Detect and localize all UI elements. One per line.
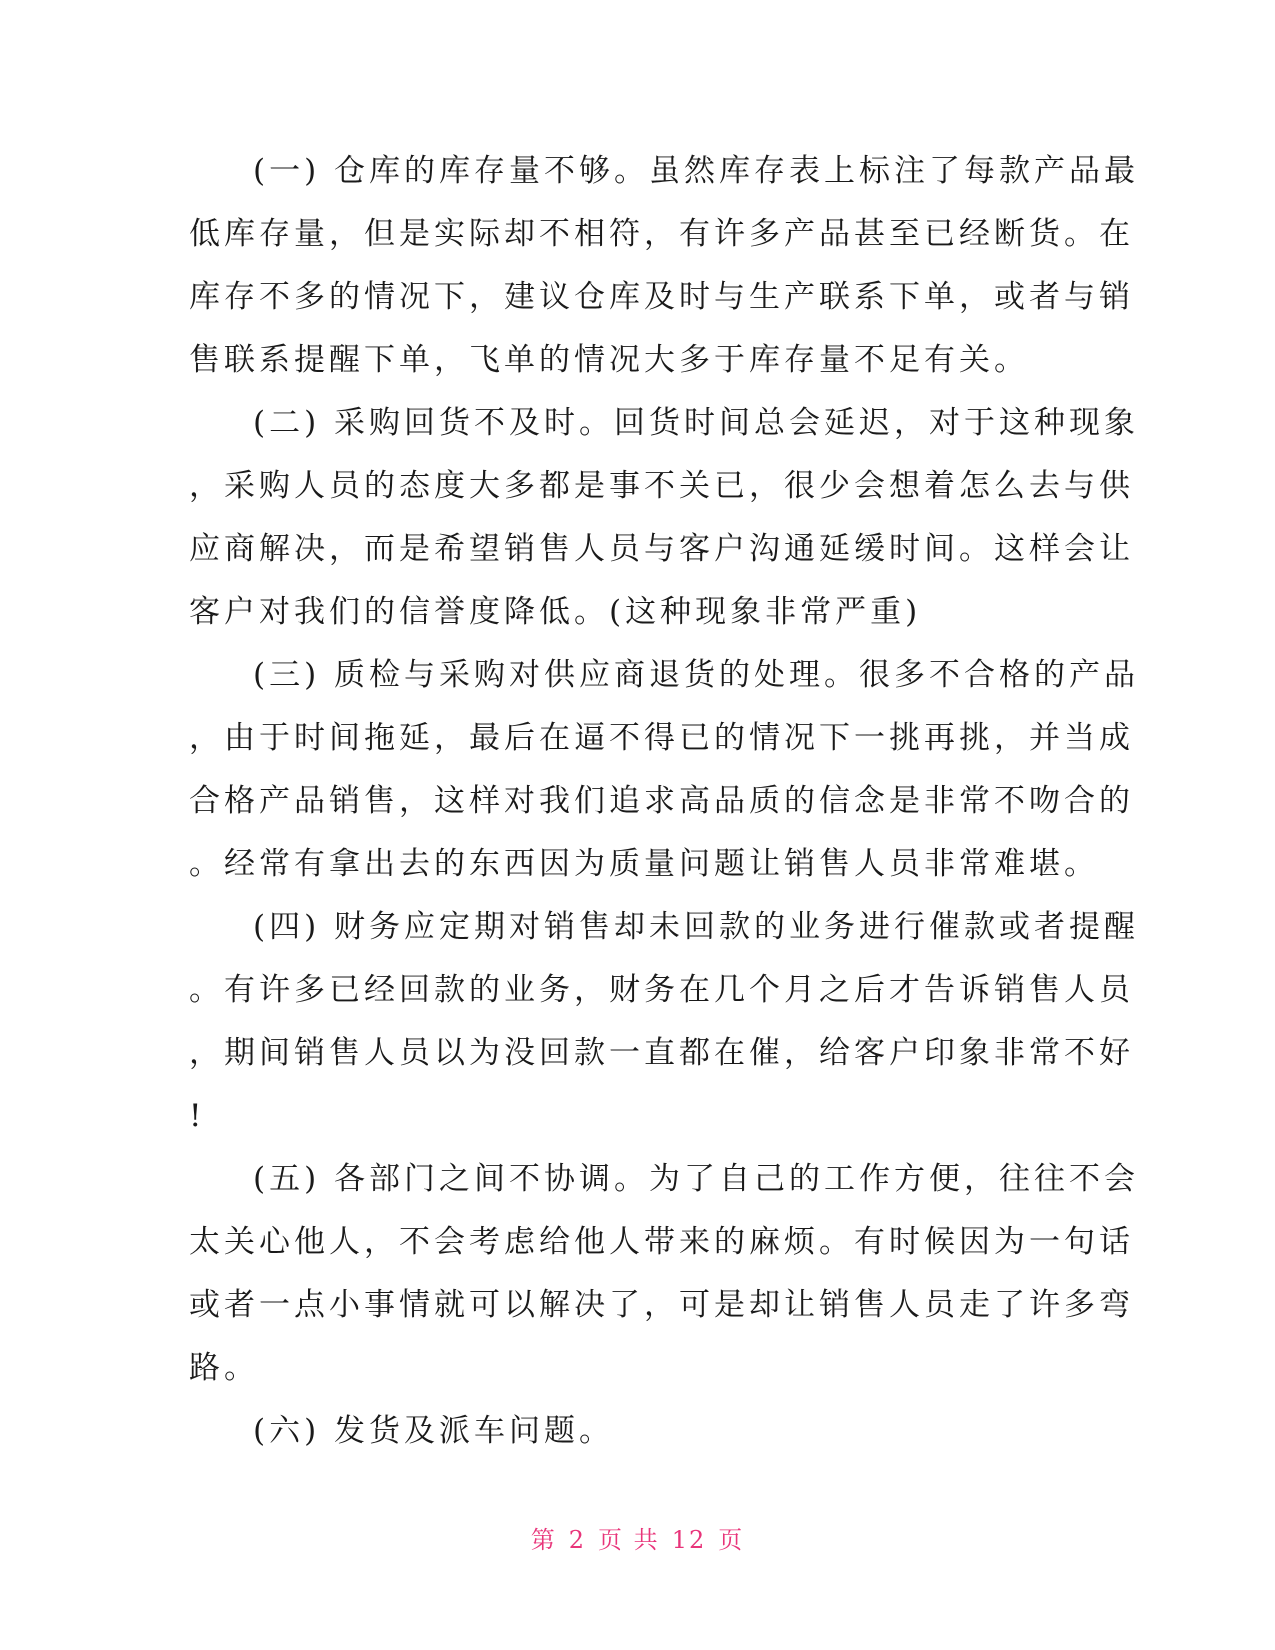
document-body (189, 140, 1140, 1463)
footer-suffix: 页 (718, 1526, 745, 1554)
paragraph-5-line-4: 路。 (189, 1350, 259, 1386)
paragraph-1-line-1: (一) 仓库的库存量不够。虽然库存表上标注了每款产品最 (253, 153, 1140, 189)
paragraph-1-line-2: 低库存量，但是实际却不相符，有许多产品甚至已经断货。在 (189, 216, 1134, 252)
paragraph-2-line-2: ，采购人员的态度大多都是事不关已，很少会想着怎么去与供 (189, 468, 1134, 504)
paragraph-3-line-3: 合格产品销售，这样对我们追求高品质的信念是非常不吻合的 (189, 783, 1134, 819)
paragraph-2-line-1: (二) 采购回货不及时。回货时间总会延迟，对于这种现象 (253, 405, 1140, 441)
footer-middle: 页 共 (598, 1526, 660, 1554)
paragraph-2-line-3: 应商解决，而是希望销售人员与客户沟通延缓时间。这样会让 (189, 531, 1134, 567)
paragraph-3-line-2: ，由于时间拖延，最后在逼不得已的情况下一挑再挑，并当成 (189, 720, 1134, 756)
footer-prefix: 第 (530, 1526, 557, 1554)
paragraph-6-line-1: (六) 发货及派车问题。 (253, 1413, 615, 1449)
paragraph-4-line-1: (四) 财务应定期对销售却未回款的业务进行催款或者提醒 (253, 909, 1140, 945)
paragraph-2-line-4: 客户对我们的信誉度降低。(这种现象非常严重) (189, 594, 922, 630)
paragraph-5-line-2: 太关心他人，不会考虑给他人带来的麻烦。有时候因为一句话 (189, 1224, 1134, 1260)
paragraph-3-line-1: (三) 质检与采购对供应商退货的处理。很多不合格的产品 (253, 657, 1140, 693)
paragraph-5-line-3: 或者一点小事情就可以解决了，可是却让销售人员走了许多弯 (189, 1287, 1134, 1323)
page-footer (0, 1520, 1275, 1555)
paragraph-5-line-1: (五) 各部门之间不协调。为了自己的工作方便，往往不会 (253, 1161, 1140, 1197)
footer-current-page: 2 (568, 1526, 587, 1554)
paragraph-3-line-4: 。经常有拿出去的东西因为质量问题让销售人员非常难堪。 (189, 846, 1099, 882)
paragraph-4-line-4: ! (189, 1098, 206, 1134)
footer-total-pages: 12 (671, 1526, 707, 1554)
paragraph-4-line-2: 。有许多已经回款的业务，财务在几个月之后才告诉销售人员 (189, 972, 1134, 1008)
paragraph-1-line-3: 库存不多的情况下，建议仓库及时与生产联系下单，或者与销 (189, 279, 1134, 315)
paragraph-1-line-4: 售联系提醒下单，飞单的情况大多于库存量不足有关。 (189, 342, 1029, 378)
paragraph-4-line-3: ，期间销售人员以为没回款一直都在催，给客户印象非常不好 (189, 1035, 1134, 1071)
